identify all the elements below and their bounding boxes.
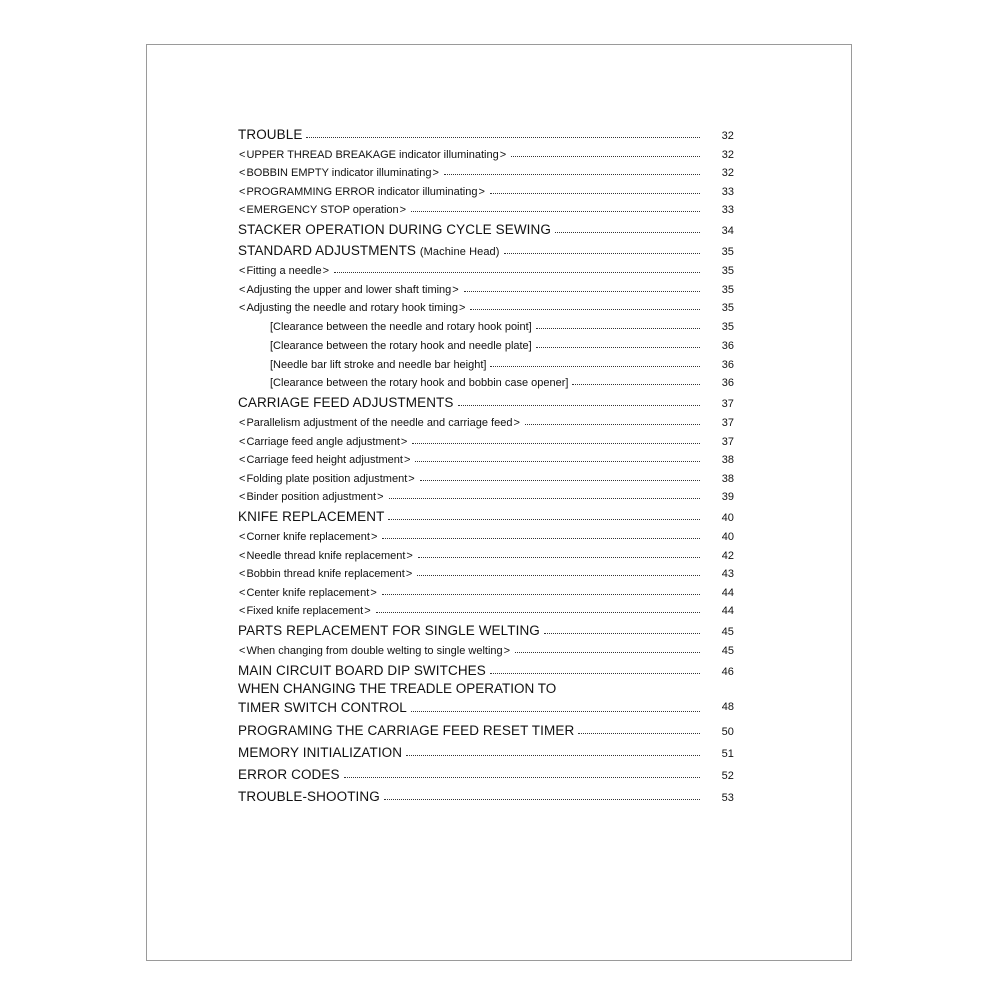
- toc-entry-title: PROGRAMMING ERROR indicator illuminating: [246, 185, 478, 198]
- toc-page-number: 38: [721, 472, 734, 485]
- toc-page-number: 37: [721, 398, 734, 411]
- toc-page-number: 33: [721, 204, 734, 217]
- dot-leader: [412, 442, 700, 444]
- dot-leader: [420, 479, 700, 481]
- toc-entry-title: Carriage feed height adjustment: [246, 454, 403, 467]
- toc-entry-title: STANDARD ADJUSTMENTS: [238, 243, 417, 259]
- toc-entry-title: Carriage feed angle adjustment: [246, 435, 400, 448]
- toc-entry: <Folding plate position adjustment> 38: [239, 472, 734, 485]
- toc-page-number: 32: [721, 148, 734, 161]
- toc-entry: [238, 314, 734, 333]
- toc-entry: [238, 680, 734, 716]
- toc-entry-title: Adjusting the upper and lower shaft timing: [246, 283, 452, 296]
- dot-leader: [384, 798, 700, 800]
- dot-leader: [572, 383, 700, 385]
- toc-entry: <Carriage feed height adjustment> 38: [239, 454, 734, 467]
- dot-leader: [490, 672, 700, 674]
- toc-entry-title: Adjusting the needle and rotary hook timing: [246, 302, 459, 315]
- dot-leader: [344, 776, 700, 778]
- toc-page-number: 35: [721, 264, 734, 277]
- toc-page-number: 35: [721, 283, 734, 296]
- toc-page-number: 40: [721, 530, 734, 543]
- toc-entry-title: CARRIAGE FEED ADJUSTMENTS: [238, 395, 454, 411]
- toc-entry: <Carriage feed angle adjustment> 37: [239, 435, 734, 448]
- toc-entry-title: Parallelism adjustment of the needle and carriage feed: [246, 416, 513, 429]
- toc-entry: [238, 782, 734, 804]
- dot-leader: [490, 192, 700, 194]
- toc-entry: <BOBBIN EMPTY indicator illuminating> 32: [239, 167, 734, 180]
- dot-leader: [306, 136, 700, 138]
- toc-entry-title: MAIN CIRCUIT BOARD DIP SWITCHES: [238, 662, 486, 678]
- toc-entry-title: STACKER OPERATION DURING CYCLE SEWING: [238, 222, 551, 238]
- toc-entry-note: (Machine Head): [419, 246, 500, 259]
- toc-entry: <Needle thread knife replacement> 42: [239, 549, 734, 562]
- toc-page-number: 45: [721, 644, 734, 657]
- dot-leader: [525, 423, 700, 425]
- toc-page-number: 45: [721, 626, 734, 639]
- toc-entry-title: MEMORY INITIALIZATION: [238, 744, 403, 760]
- toc-entry: [238, 371, 734, 390]
- toc-entry-title: PROGRAMING THE CARRIAGE FEED RESET TIMER: [238, 722, 575, 738]
- toc-entry-title: When changing from double welting to single welting: [246, 644, 503, 657]
- toc-page-number: 42: [721, 549, 734, 562]
- toc-entry-title: EMERGENCY STOP operation: [246, 204, 399, 217]
- toc-page-number: 32: [721, 167, 734, 180]
- toc-entry-title: Corner knife replacement: [246, 530, 370, 543]
- dot-leader: [578, 732, 700, 734]
- toc-entry-title: PARTS REPLACEMENT FOR SINGLE WELTING: [238, 623, 540, 639]
- toc-entry: [238, 237, 734, 258]
- dot-leader: [382, 537, 700, 539]
- dot-leader: [544, 632, 700, 634]
- dot-leader: [418, 556, 700, 558]
- toc-entry-title: KNIFE REPLACEMENT: [238, 509, 385, 525]
- toc-entry: <EMERGENCY STOP operation> 33: [239, 204, 734, 217]
- toc-entry: <UPPER THREAD BREAKAGE indicator illuminating> 32: [239, 148, 734, 161]
- toc-entry: <Adjusting the upper and lower shaft timing> 35: [239, 283, 734, 296]
- toc-page-number: 44: [721, 605, 734, 618]
- toc-entry-title: [Clearance between the rotary hook and bobbin case opener]: [270, 377, 569, 390]
- toc-entry-title: BOBBIN EMPTY indicator illuminating: [246, 167, 432, 180]
- toc-entry: <Parallelism adjustment of the needle and carriage feed> 37: [239, 416, 734, 429]
- toc-entry: <PROGRAMMING ERROR indicator illuminating> 33: [239, 185, 734, 198]
- toc-page-number: 36: [721, 377, 734, 390]
- dot-leader: [490, 365, 700, 367]
- toc-page-number: 37: [721, 416, 734, 429]
- toc-page-number: 37: [721, 435, 734, 448]
- dot-leader: [415, 460, 700, 462]
- toc-page-number: 46: [721, 665, 734, 678]
- table-of-contents: [238, 121, 734, 804]
- toc-page-number: 44: [721, 586, 734, 599]
- dot-leader: [458, 404, 700, 406]
- toc-entry: [238, 503, 734, 524]
- dot-leader: [417, 574, 700, 576]
- toc-page-number: 53: [721, 791, 734, 804]
- dot-leader: [464, 290, 700, 292]
- toc-entry-title: [Clearance between the needle and rotary hook point]: [270, 320, 532, 333]
- dot-leader: [555, 231, 700, 233]
- toc-entry-title: Folding plate position adjustment: [246, 472, 408, 485]
- toc-entry: <Corner knife replacement> 40: [239, 530, 734, 543]
- toc-page-number: 48: [721, 700, 734, 713]
- toc-entry: [238, 760, 734, 782]
- toc-entry: <Fitting a needle> 35: [239, 264, 734, 277]
- toc-entry: <Adjusting the needle and rotary hook timing> 35: [239, 302, 734, 315]
- toc-entry-title: TROUBLE-SHOOTING: [238, 788, 380, 804]
- dot-leader: [411, 210, 700, 212]
- toc-entry-title-line1: WHEN CHANGING THE TREADLE OPERATION TO: [238, 680, 557, 696]
- toc-page-number: 43: [721, 568, 734, 581]
- dot-leader: [334, 271, 700, 273]
- dot-leader: [388, 518, 700, 520]
- toc-entry: <Fixed knife replacement> 44: [239, 605, 734, 618]
- dot-leader: [504, 252, 700, 254]
- toc-entry-title: ERROR CODES: [238, 766, 340, 782]
- toc-page-number: 34: [721, 225, 734, 238]
- toc-entry-title: Fixed knife replacement: [246, 605, 364, 618]
- toc-entry: <Binder position adjustment> 39: [239, 491, 734, 504]
- toc-entry: [238, 716, 734, 738]
- toc-entry: [238, 389, 734, 410]
- dot-leader: [511, 155, 700, 157]
- toc-entry: <When changing from double welting to single welting> 45: [239, 644, 734, 657]
- dot-leader: [382, 593, 700, 595]
- toc-page-number: 50: [721, 725, 734, 738]
- toc-entry-title: Center knife replacement: [246, 586, 370, 599]
- toc-entry-title: Needle thread knife replacement: [246, 549, 406, 562]
- toc-page-number: 32: [721, 130, 734, 142]
- toc-page-number: 35: [721, 320, 734, 333]
- toc-page-number: 35: [721, 246, 734, 259]
- toc-page-number: 40: [721, 512, 734, 525]
- toc-entry-title: TROUBLE: [238, 127, 303, 142]
- toc-entry-title: Fitting a needle: [246, 264, 322, 277]
- toc-page-number: 35: [721, 302, 734, 315]
- toc-entry-title: TIMER SWITCH CONTROL: [238, 699, 407, 715]
- toc-entry: [238, 657, 734, 678]
- toc-entry: [238, 121, 734, 142]
- toc-entry-title: [Needle bar lift stroke and needle bar height]: [270, 358, 487, 371]
- toc-entry-title: Bobbin thread knife replacement: [246, 568, 405, 581]
- toc-entry: [238, 216, 734, 237]
- toc-entry: [238, 738, 734, 760]
- toc-page-number: 52: [721, 769, 734, 782]
- toc-entry: [238, 333, 734, 352]
- toc-page-number: 51: [721, 747, 734, 760]
- dot-leader: [376, 611, 700, 613]
- dot-leader: [536, 346, 700, 348]
- dot-leader: [536, 327, 700, 329]
- toc-page-number: 33: [721, 185, 734, 198]
- toc-entry: <Bobbin thread knife replacement> 43: [239, 568, 734, 581]
- dot-leader: [444, 173, 700, 175]
- dot-leader: [515, 651, 700, 653]
- toc-entry-title: Binder position adjustment: [246, 491, 377, 504]
- dot-leader: [406, 754, 700, 756]
- toc-entry-title: UPPER THREAD BREAKAGE indicator illuminating: [246, 148, 499, 161]
- dot-leader: [470, 308, 700, 310]
- toc-page-number: 36: [721, 339, 734, 352]
- toc-page-number: 38: [721, 454, 734, 467]
- toc-entry-title: [Clearance between the rotary hook and needle plate]: [270, 339, 532, 352]
- dot-leader: [411, 710, 700, 712]
- dot-leader: [389, 497, 700, 499]
- toc-page-number: 39: [721, 491, 734, 504]
- toc-entry: <Center knife replacement> 44: [239, 586, 734, 599]
- toc-entry: [238, 617, 734, 638]
- toc-entry: [238, 352, 734, 371]
- toc-page-number: 36: [721, 358, 734, 371]
